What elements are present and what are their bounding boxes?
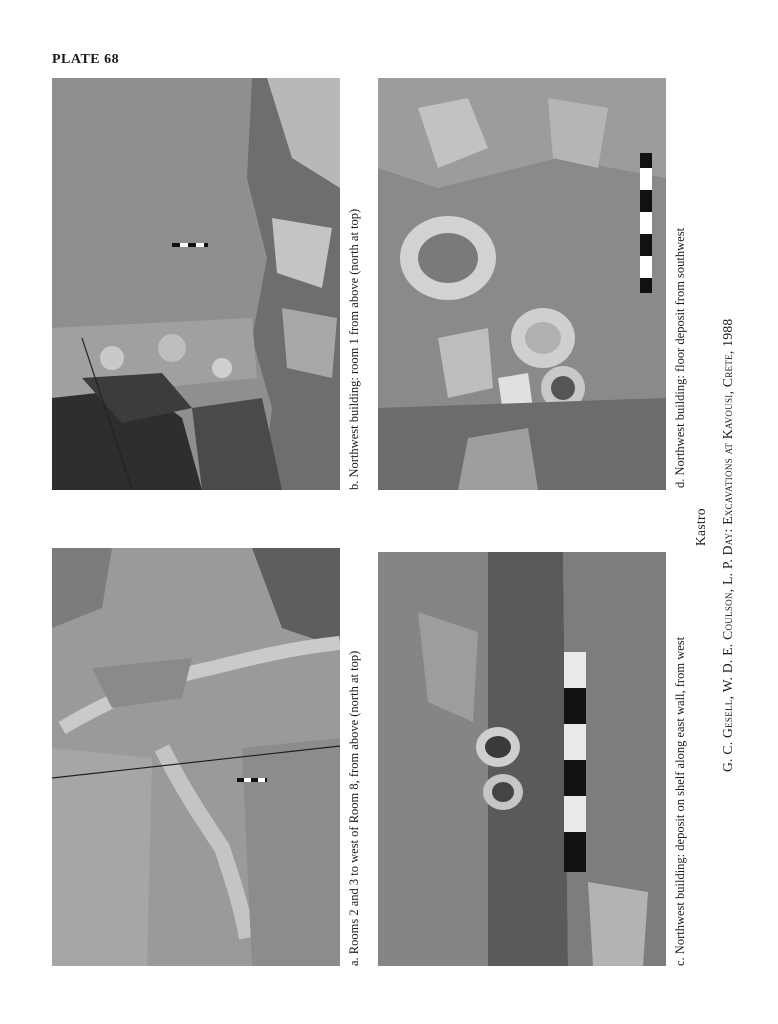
caption-b: b. Northwest building: room 1 from above (north at top): [347, 208, 361, 490]
caption-c: c. Northwest building: deposit on shelf along east wall, from west: [673, 636, 687, 966]
photo-c-shelf-deposit: [378, 552, 666, 966]
publication-citation: G. C. Gesell, W. D. E. Coulson, L. P. Day: Excavations at Kavousi, Crete, 1988: [720, 318, 735, 772]
caption-d: d. Northwest building: floor deposit from southwest: [673, 227, 687, 488]
photo-b-room-1: [52, 78, 340, 490]
photo-d-floor-deposit: [378, 78, 666, 490]
caption-a: a. Rooms 2 and 3 to west of Room 8, from above (north at top): [347, 650, 361, 966]
photo-a-rooms-2-3: [52, 548, 340, 966]
plate-label: PLATE 68: [52, 52, 120, 67]
site-label: Kastro: [693, 508, 708, 546]
